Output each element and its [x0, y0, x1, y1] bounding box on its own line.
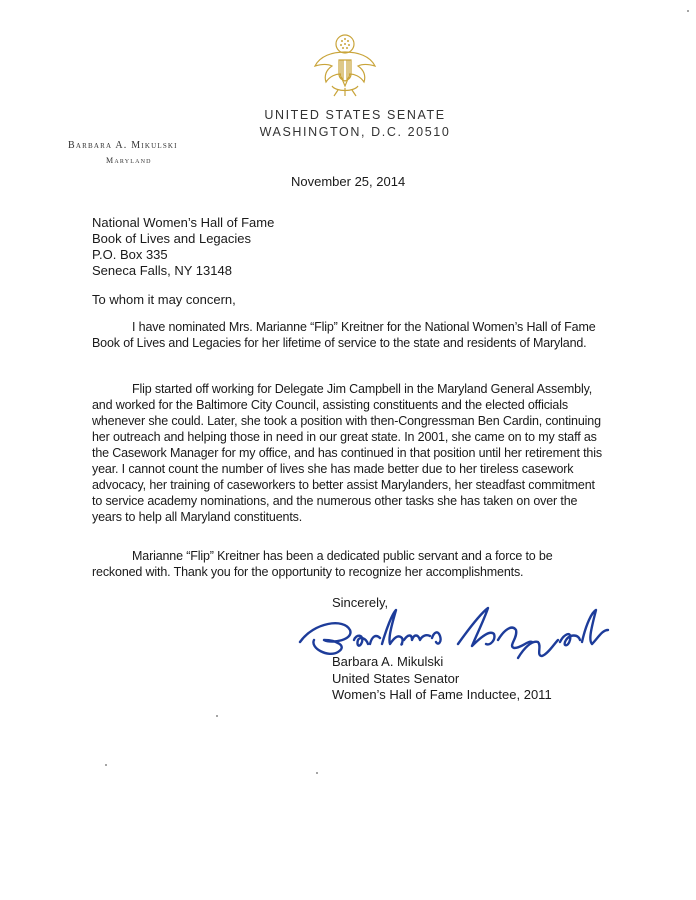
- signer-honor: Women’s Hall of Fame Inductee, 2011: [332, 687, 552, 702]
- closing: Sincerely,: [332, 595, 389, 610]
- body-paragraph-2: Flip started off working for Delegate Jim Campbell in the Maryland General Assembly, and worked for the Baltimore City Council, assisting constituents and the elected officials whenever she could. Later, she took a position with then-Congressman Ben Cardin, continuing her outreach and helping those in need in our great state. In 2001, she came on to my staff as the Casework Manager for my office, and has continued in that position until her retirement this year. I cannot count the number of lives she has made better due to her tireless casework advocacy, her training of caseworkers to better assist Marylanders, her steadfast commitment to service academy nominations, and the numerous other tasks she has taken on over the years to help all Maryland constituents.: [92, 382, 602, 524]
- signature-text: Barbara Mikulski: [292, 600, 300, 601]
- recipient-line: Book of Lives and Legacies: [92, 231, 251, 246]
- signer-title: United States Senator: [332, 670, 460, 686]
- scan-speck: [687, 10, 689, 12]
- body-paragraph-1: I have nominated Mrs. Marianne “Flip” Kreitner for the National Women’s Hall of Fame Book of Lives and Legacies for her lifetime of service to the state and residents of Maryland.: [92, 320, 596, 350]
- recipient-line: P.O. Box 335: [92, 247, 168, 262]
- great-seal-eagle-icon: [312, 30, 378, 100]
- body-paragraph-3: Marianne “Flip” Kreitner has been a dedicated public servant and a force to be reckoned with. Thank you for the opportunity to recognize her accomplishments.: [92, 549, 553, 579]
- salutation: To whom it may concern,: [92, 292, 236, 307]
- recipient-line: Seneca Falls, NY 13148: [92, 263, 232, 278]
- signer-name: Barbara A. Mikulski: [332, 654, 444, 669]
- signature-block: [332, 654, 552, 704]
- scan-speck: [316, 772, 318, 774]
- letter-date: November 25, 2014: [291, 174, 406, 189]
- recipient-address: [92, 215, 274, 279]
- sender-name: Barbara A. Mikulski: [68, 140, 178, 151]
- sender-state: Maryland: [106, 156, 152, 165]
- recipient-line: National Women’s Hall of Fame: [92, 215, 275, 230]
- senate-header-line2: WASHINGTON, D.C. 20510: [259, 125, 451, 139]
- senate-header-line1: UNITED STATES SENATE: [264, 108, 446, 122]
- scan-speck: [105, 764, 107, 766]
- scan-speck: [216, 715, 218, 717]
